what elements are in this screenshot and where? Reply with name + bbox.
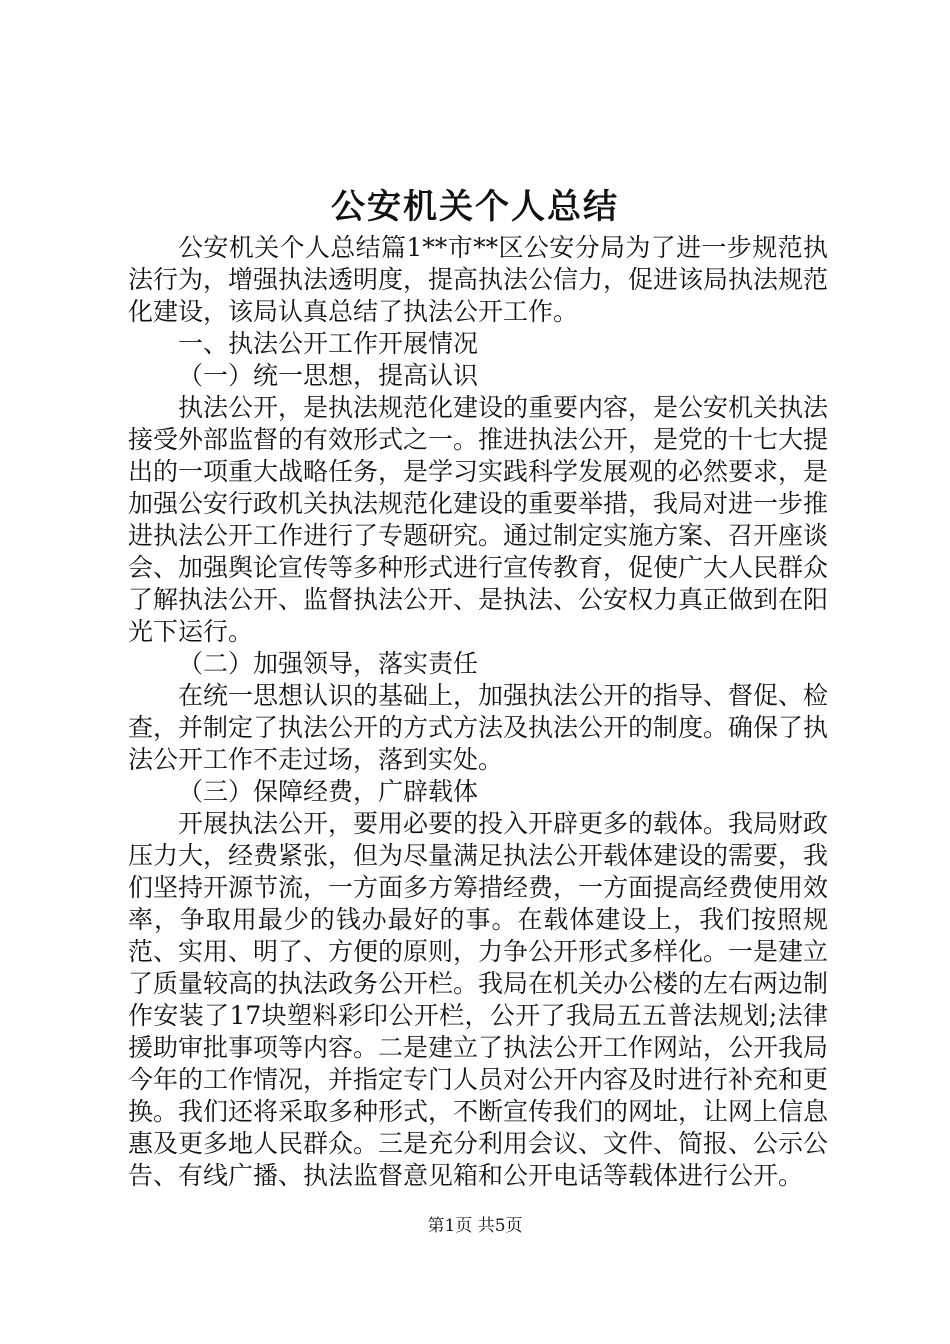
subsection-heading-2: （二）加强领导，落实责任 <box>178 649 479 678</box>
document-body <box>128 232 828 1192</box>
body-paragraph-1: 执法公开，是执法规范化建设的重要内容，是公安机关执法接受外部监督的有效形式之一。推进执法公开，是党的十七大提出的一项重大战略任务，是学习实践科学发展观的必然要求，是加强公安行政机关执法规范化建设的重要举措，我局对进一步推进执法公开工作进行了专题研究。通过制定实施方案、召开座谈会、加强舆论宣传等多种形式进行宣传教育，促使广大人民群众了解执法公开、监督执法公开、是执法、公安权力真正做到在阳光下运行。 <box>128 393 829 646</box>
body-paragraph-2: 在统一思想认识的基础上，加强执法公开的指导、督促、检查，并制定了执法公开的方式方法及执法公开的制度。确保了执法公开工作不走过场，落到实处。 <box>128 681 829 774</box>
body-paragraph-3: 开展执法公开，要用必要的投入开辟更多的载体。我局财政压力大，经费紧张，但为尽量满足执法公开载体建设的需要，我们坚持开源节流，一方面多方筹措经费，一方面提高经费使用效率，争取用最少的钱办最好的事。在载体建设上，我们按照规范、实用、明了、方便的原则，力争公开形式多样化。一是建立了质量较高的执法政务公开栏。我局在机关办公楼的左右两边制作安装了17块塑料彩印公开栏，公开了我局五五普法规划;法律援助审批事项等内容。二是建立了执法公开工作网站，公开我局今年的工作情况，并指定专门人员对公开内容及时进行补充和更换。我们还将采取多种形式，不断宣传我们的网址，让网上信息惠及更多地人民群众。三是充分利用会议、文件、简报、公示公告、有线广播、执法监督意见箱和公开电话等载体进行公开。 <box>128 809 829 1190</box>
section-heading-1: 一、执法公开工作开展情况 <box>178 329 479 358</box>
intro-paragraph: 公安机关个人总结篇1**市**区公安分局为了进一步规范执法行为，增强执法透明度，提高执法公信力，促进该局执法规范化建设，该局认真总结了执法公开工作。 <box>128 233 829 326</box>
subsection-heading-1: （一）统一思想，提高认识 <box>178 361 479 390</box>
subsection-heading-3: （三）保障经费，广辟载体 <box>178 777 479 806</box>
page-title: 公安机关个人总结 <box>331 187 619 227</box>
page-number-footer: 第1页 共5页 <box>427 1216 523 1236</box>
